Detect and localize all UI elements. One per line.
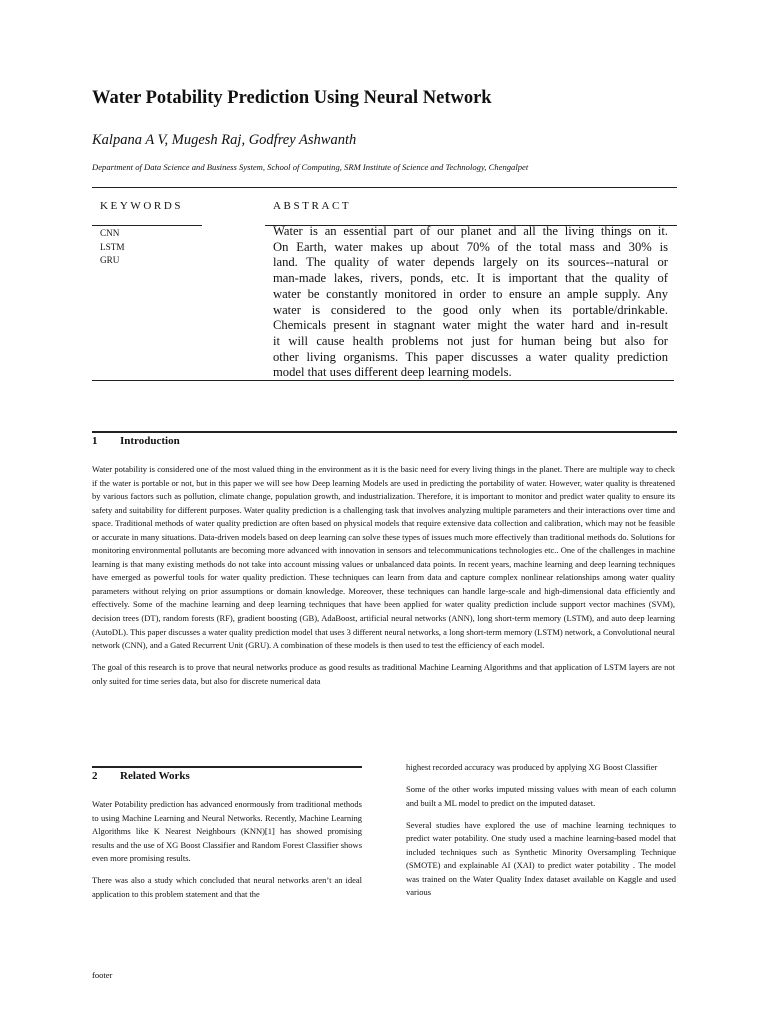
abstract-line: man-made lakes, rivers, ponds, etc. It is important that the quality of	[273, 271, 668, 286]
page-footer: footer	[92, 970, 113, 980]
affiliation: Department of Data Science and Business System, School of Computing, SRM Institute of Science and Technology, Chengalpet	[92, 162, 529, 172]
related-works-right-column	[406, 761, 676, 908]
keywords-heading: KEYWORDS	[100, 200, 184, 212]
section-1-heading	[92, 435, 180, 447]
abstract-line: Water is an essential part of our planet and all the living things on it.	[273, 224, 668, 238]
abstract-line: it will cause health problems not just for human being but also for	[273, 333, 668, 348]
section-2-heading	[92, 770, 190, 782]
keyword-item: CNN	[100, 228, 120, 238]
abstract-text	[273, 224, 668, 381]
section-2-rule	[92, 766, 362, 768]
keyword-item: LSTM	[100, 241, 125, 252]
paragraph: Water potability is considered one of the most valued thing in the environment as it is the basic need for every living things in the planet. There are multiple way to check if the water is portable or not, but in this paper we will see how Deep learning Models are used in predicting the portability of water. However, water quality is threatened by various factors such as pollution, climate change, population growth, and industrialization. Therefore, it is important to monitor and predict water quality to ensure its safety and suitability for different purposes. Water quality prediction is a challenging task that involves analyzing multiple parameters and their interactions over time and space. Traditional methods of water quality prediction are often based on physical models that require extensive data collection and calibration, which may not be feasible or accurate in many situations. Data-driven models based on deep learning can solve these types of issues much more effectively than traditional methods do. Solutions for monitoring environmental pollutants are becoming more advanced with innovation in sensors and telecommunications technologies etc.. One of the challenges in machine learning is that many existing methods do not take into account missing values or unbalanced data points. In recent years, machine learning and deep learning techniques have emerged as powerful tools for water quality prediction. These techniques can learn from data and capture complex nonlinear relationships among water quality parameters without relying on prior assumptions or domain knowledge. Moreover, these techniques can handle large-scale and high-dimensional data efficiently and effectively. Some of the machine learning and deep learning techniques that have been applied for water quality prediction include support vector machines (SVM), decision trees (DT), random forests (RF), gradient boosting (GB), AdaBoost, artificial neural networks (ANN), long short-term memory (LSTM), and auto deep learning (AutoDL). This paper discusses a water quality prediction model that uses 3 different neural networks, a long short-term memory (LSTM) network, a Convolutional neural network (CNN), and a Gated Recurrent Unit (GRU). A combination of these models is then used to test the efficiency of each model.	[92, 464, 675, 651]
abstract-line: On Earth, water makes up about 70% of the total mass and 30% is	[273, 239, 668, 254]
abstract-line: model that uses different deep learning models.	[273, 365, 512, 380]
keywords-divider	[92, 225, 202, 226]
keyword-item: GRU	[100, 255, 120, 265]
abstract-line: water is considered to the good only when its portable/drinkable.	[273, 302, 668, 317]
section-title: Introduction	[120, 435, 180, 447]
introduction-body	[92, 463, 675, 697]
abstract-line: other living organisms. This paper discusses a water quality prediction	[273, 349, 668, 364]
related-works-left-column	[92, 798, 362, 910]
section-title: Related Works	[120, 770, 190, 782]
abstract-line: Chemicals present in stagnant water might the water hard and in-result	[273, 318, 668, 333]
abstract-heading: ABSTRACT	[273, 200, 352, 212]
author-list: Kalpana A V, Mugesh Raj, Godfrey Ashwanth	[92, 132, 357, 148]
section-number: 1	[92, 435, 98, 447]
keywords-list	[100, 227, 125, 268]
paragraph: Several studies have explored the use of machine learning techniques to predict water potability. One study used a machine learning-based model that included techniques such as Synthetic Minority Oversampling Technique (SMOTE) and explainable AI (XAI) to predict water potability . The model was trained on the Water Quality Index dataset available on Kaggle and used various	[406, 819, 676, 898]
section-number: 2	[92, 770, 98, 782]
paragraph: The goal of this research is to prove that neural networks produce as good results as traditional Machine Learning Algorithms and that application of LSTM layers are not only suited for time series data, but also for discrete numerical data	[92, 662, 675, 686]
abstract-line: land. The quality of water depends largely on its sources--natural or	[273, 255, 668, 270]
header-divider	[92, 187, 677, 188]
abstract-line: water be constantly monitored in order to ensure an ample supply. Any	[273, 286, 668, 301]
paper-title: Water Potability Prediction Using Neural Network	[92, 88, 492, 108]
paragraph: There was also a study which concluded that neural networks aren’t an ideal application to this problem statement and that the	[92, 875, 362, 899]
section-1-rule	[92, 431, 677, 433]
paragraph: highest recorded accuracy was produced by applying XG Boost Classifier	[406, 762, 658, 772]
abstract-bottom-divider	[92, 380, 674, 381]
paragraph: Some of the other works imputed missing values with mean of each column and built a ML model to predict on the imputed dataset.	[406, 784, 676, 808]
paragraph: Water Potability prediction has advanced enormously from traditional methods to using Machine Learning and Neural Networks. Recently, Machine Learning Algorithms like K Nearest Neighbours (KNN)[1] has showed promising results and the use of XG Boost Classifier and Random Forest Classifier shows even more promising results.	[92, 799, 362, 864]
